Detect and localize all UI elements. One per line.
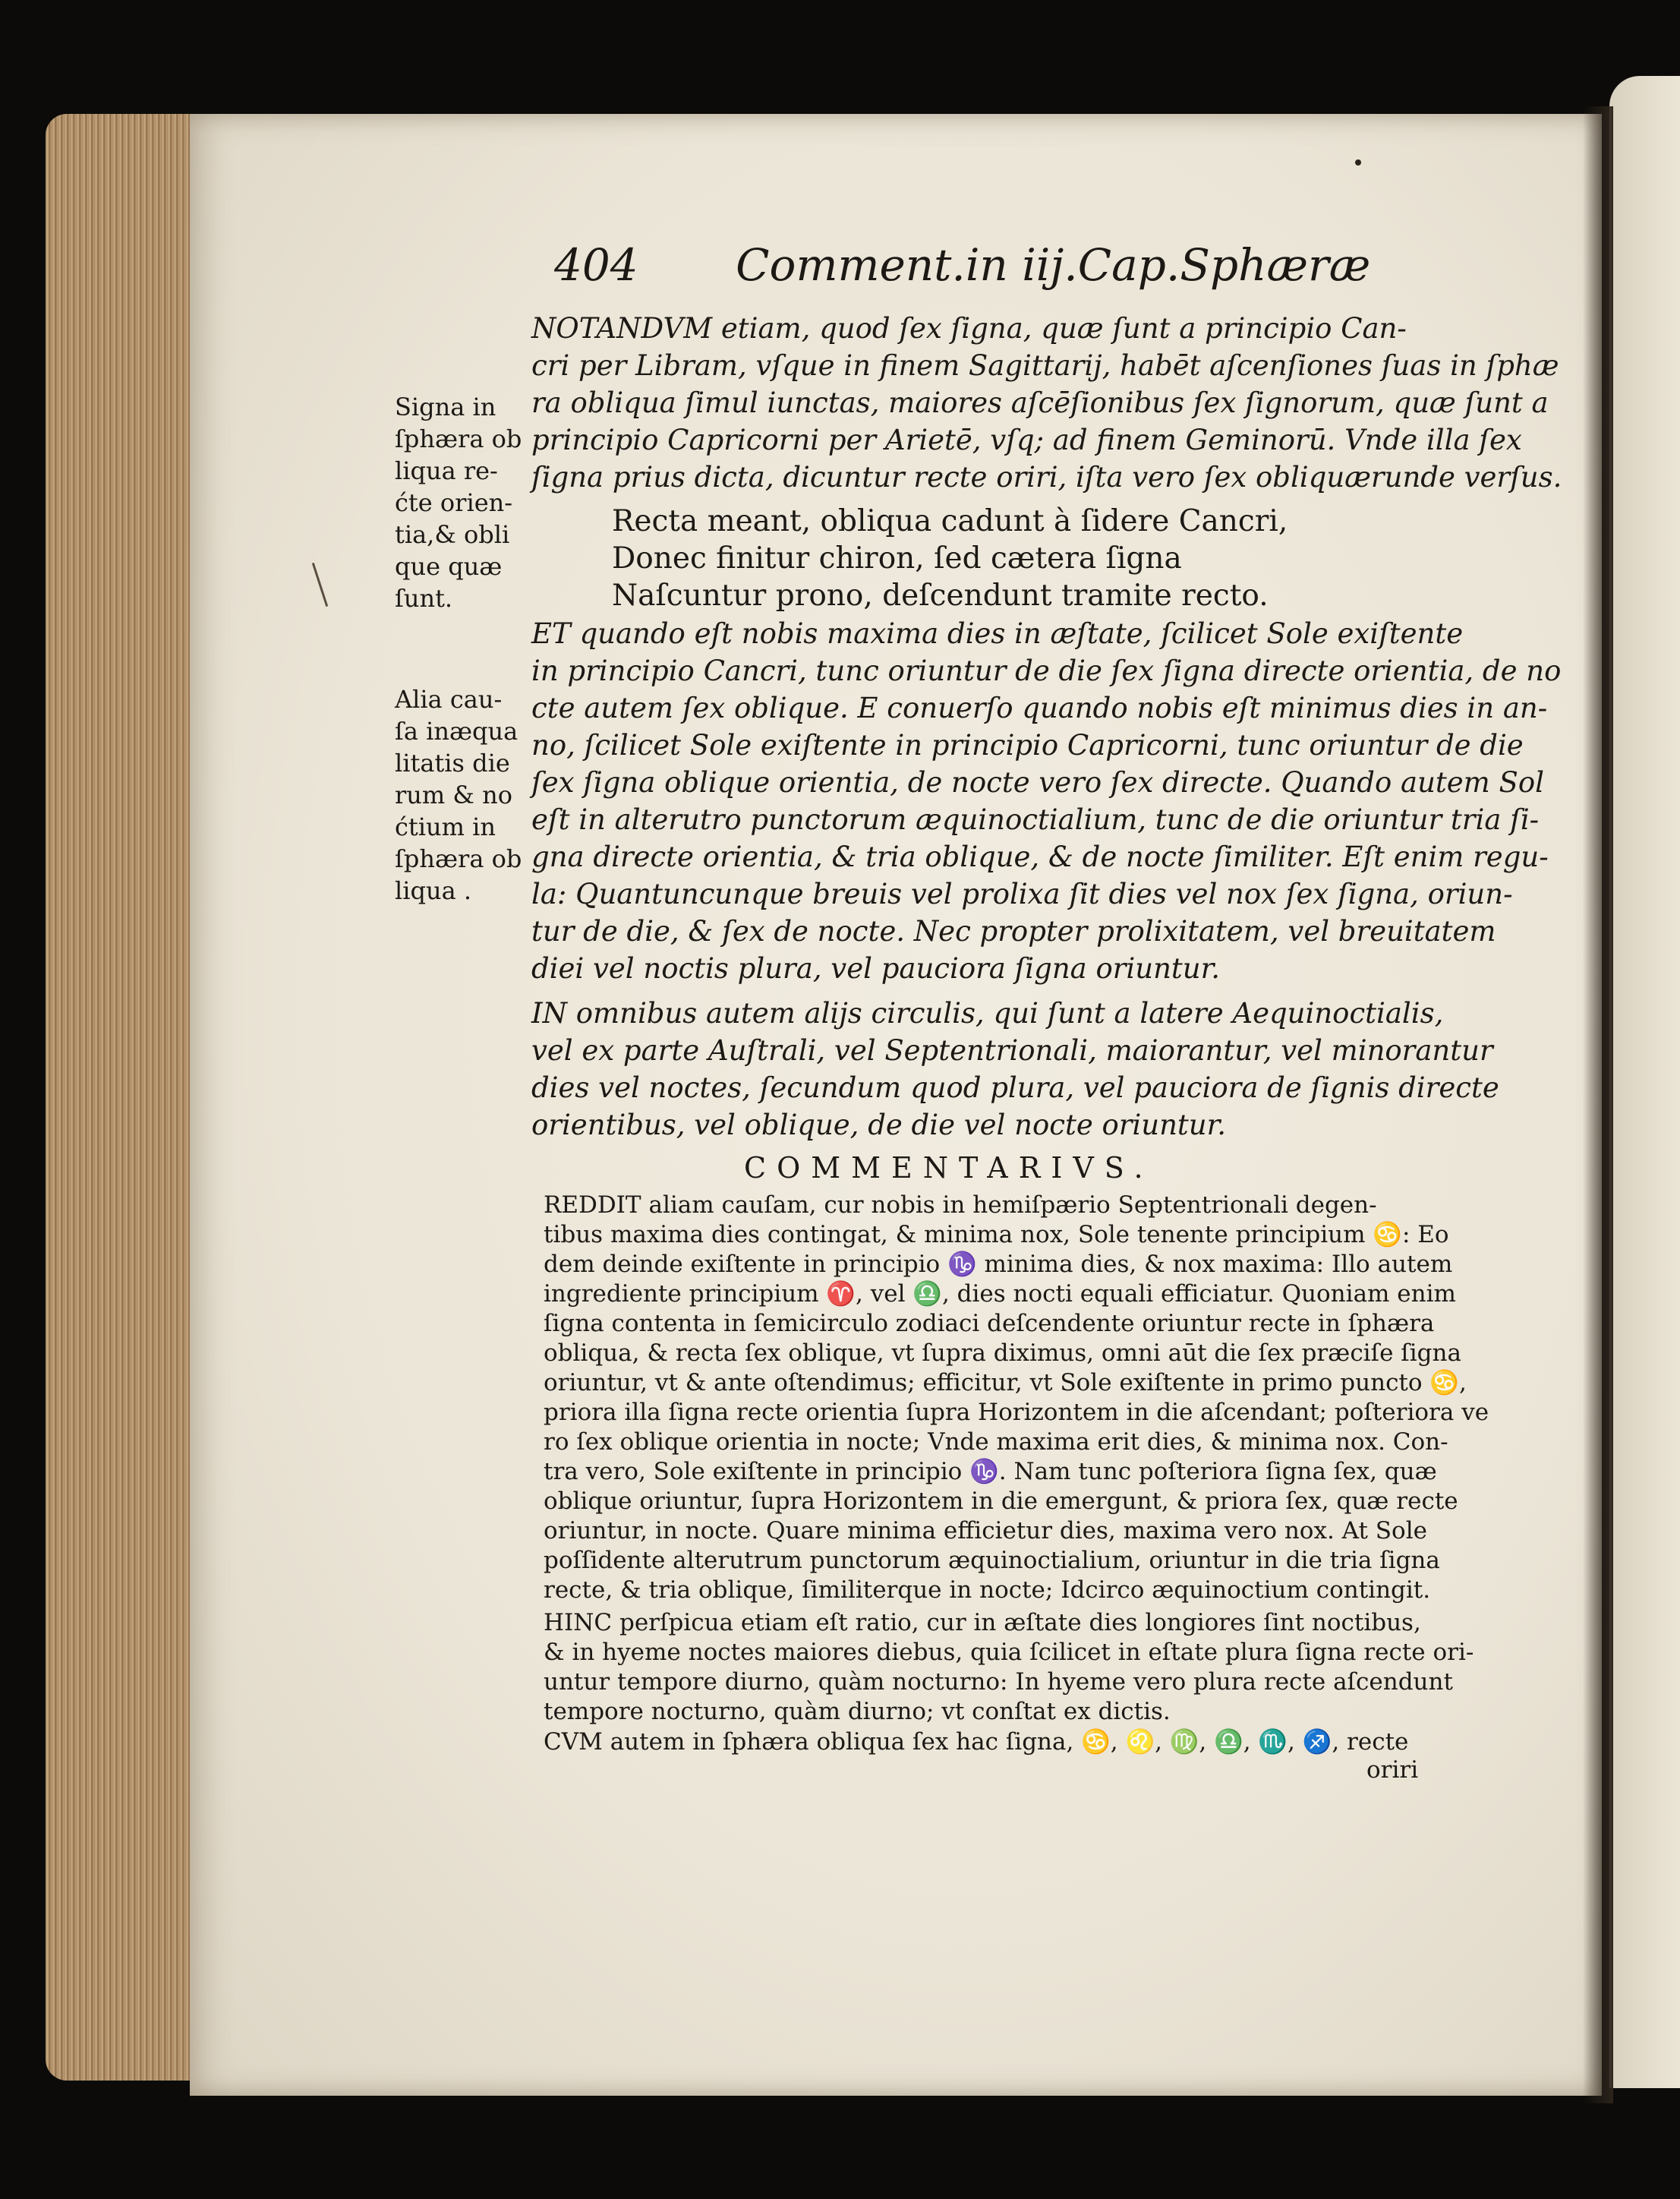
marginal-line: litatis die bbox=[395, 749, 510, 778]
commentary-paragraph bbox=[544, 1727, 1470, 1757]
commentary-heading: COMMENTARIVS. bbox=[744, 1151, 1154, 1185]
text-line: no, ſcilicet Sole exiſtente in principio Capricorni, tunc oriuntur de die bbox=[531, 729, 1524, 762]
marginal-line: tia,& obli bbox=[395, 520, 510, 549]
text-line: ſigna prius dicta, dicuntur recte oriri, iſta vero ſex obliquærunde verſus. bbox=[531, 461, 1562, 494]
text-line: dem deinde exiſtente in principio ♑ minima dies, & nox maxima: Illo autem bbox=[544, 1251, 1453, 1278]
running-head bbox=[554, 239, 1541, 291]
gutter-shadow bbox=[1583, 106, 1613, 2103]
text-paragraph bbox=[531, 310, 1562, 496]
text-line: HINC perſpicua etiam eſt ratio, cur in æſtate dies longiores ſint noctibus, bbox=[544, 1609, 1421, 1636]
verse-line: Donec finitur chiron, ſed cætera ſigna bbox=[612, 541, 1182, 576]
marginal-note bbox=[395, 391, 530, 614]
marginal-line: liqua . bbox=[395, 876, 471, 905]
marginal-line: liqua re- bbox=[395, 456, 498, 485]
text-line: cri per Libram, vſque in finem Sagittarij, habēt aſcenſiones ſuas in ſphæ bbox=[531, 349, 1559, 382]
marginal-line: ćte orien- bbox=[395, 488, 513, 517]
text-line: tra vero, Sole exiſtente in principio ♑. Nam tunc poſteriora ſigna ſex, quæ bbox=[544, 1458, 1437, 1485]
text-line: IN omnibus autem alijs circulis, qui ſunt a latere Aequinoctialis, bbox=[531, 997, 1444, 1030]
text-paragraph bbox=[531, 995, 1499, 1144]
marginal-line: ćtium in bbox=[395, 812, 496, 841]
text-line: gna directe orientia, & tria oblique, & de nocte ſimiliter. Eſt enim regu- bbox=[531, 841, 1549, 873]
verse-line: Naſcuntur prono, deſcendunt tramite recto. bbox=[612, 579, 1269, 613]
text-line: recte, & tria oblique, ſimiliterque in nocte; Idcirco æquinoctium contingit. bbox=[544, 1576, 1431, 1604]
marginal-note bbox=[395, 683, 530, 907]
verse-line: Recta meant, obliqua cadunt à ſidere Cancri, bbox=[612, 504, 1288, 538]
text-line: NOTANDVM etiam, quod ſex ſigna, quæ ſunt a principio Can- bbox=[531, 312, 1407, 345]
marginal-line: que quæ bbox=[395, 552, 503, 581]
page-edges bbox=[46, 114, 197, 2081]
text-line: diei vel noctis plura, vel pauciora ſigna oriuntur. bbox=[531, 952, 1221, 985]
marginal-line: ſunt. bbox=[395, 584, 453, 613]
text-line: eſt in alterutro punctorum æquinoctialium, tunc de die oriuntur tria ſi- bbox=[531, 803, 1540, 836]
text-line: la: Quantuncunque breuis vel prolixa ſit dies vel nox ſex ſigna, oriun- bbox=[531, 878, 1513, 910]
text-line: in principio Cancri, tunc oriuntur de die ſex ſigna directe orientia, de no bbox=[531, 655, 1562, 687]
catchword: oriri bbox=[1366, 1756, 1419, 1784]
text-line: priora illa ſigna recte orientia ſupra Horizontem in die aſcendant; poſteriora ve bbox=[544, 1399, 1489, 1426]
text-line: tur de die, & ſex de nocte. Nec propter prolixitatem, vel breuitatem bbox=[531, 915, 1496, 948]
facing-page-edge bbox=[1609, 76, 1680, 2088]
text-line: ingrediente principium ♈, vel ♎, dies nocti equali efficiatur. Quoniam enim bbox=[544, 1280, 1456, 1308]
text-line: dies vel noctes, ſecundum quod plura, vel pauciora de ſignis directe bbox=[531, 1071, 1499, 1104]
text-line: REDDIT aliam cauſam, cur nobis in hemiſpærio Septentrionali degen- bbox=[544, 1191, 1377, 1219]
page-number: 404 bbox=[554, 239, 638, 291]
running-title: Comment.in iij.Cap.Sphæræ bbox=[736, 239, 1371, 291]
marginal-line: Signa in bbox=[395, 393, 496, 421]
text-line: ſex ſigna oblique orientia, de nocte vero ſex directe. Quando autem Sol bbox=[531, 766, 1544, 799]
text-line: ſigna contenta in ſemicirculo zodiaci deſcendente oriuntur recte in ſphæra bbox=[544, 1310, 1435, 1337]
text-line: tibus maxima dies contingat, & minima nox, Sole tenente principium ♋: Eo bbox=[544, 1221, 1449, 1248]
marginal-line: rum & no bbox=[395, 781, 512, 809]
text-line: ET quando eſt nobis maxima dies in æſtate, ſcilicet Sole exiſtente bbox=[531, 617, 1464, 650]
text-line: oblique oriuntur, ſupra Horizontem in die emergunt, & priora ſex, quæ recte bbox=[544, 1488, 1458, 1515]
text-line: tempore nocturno, quàm diurno; vt conſtat ex dictis. bbox=[544, 1698, 1171, 1725]
text-line: CVM autem in ſphæra obliqua ſex hac ſigna, ♋, ♌, ♍, ♎, ♏, ♐, recte bbox=[544, 1728, 1409, 1756]
text-line: principio Capricorni per Arietē, vſq; ad finem Geminorū. Vnde illa ſex bbox=[531, 424, 1522, 456]
text-line: cte autem ſex oblique. E conuerſo quando nobis eſt minimus dies in an- bbox=[531, 692, 1548, 724]
text-line: ro ſex oblique orientia in nocte; Vnde maxima erit dies, & minima nox. Con- bbox=[544, 1428, 1448, 1456]
verse-quotation bbox=[612, 503, 1288, 614]
text-line: obliqua, & recta ſex oblique, vt ſupra diximus, omni aūt die ſex præciſe ſigna bbox=[544, 1339, 1461, 1367]
text-line: oriuntur, in nocte. Quare minima efficietur dies, maxima vero nox. At Sole bbox=[544, 1517, 1427, 1544]
commentary-paragraph bbox=[544, 1191, 1489, 1605]
marginal-line: Alia cau- bbox=[395, 685, 503, 714]
text-line: vel ex parte Auſtrali, vel Septentrionali, maiorantur, vel minorantur bbox=[531, 1034, 1493, 1067]
text-paragraph bbox=[531, 615, 1562, 987]
text-line: untur tempore diurno, quàm nocturno: In hyeme vero plura recte aſcendunt bbox=[544, 1668, 1453, 1696]
commentary-paragraph bbox=[544, 1608, 1474, 1727]
text-line: poſſidente alterutrum punctorum æquinoctialium, oriuntur in die tria ſigna bbox=[544, 1547, 1440, 1574]
marginal-line: ſphæra ob bbox=[395, 424, 522, 453]
marginal-line: ſphæra ob bbox=[395, 844, 522, 873]
ink-speck bbox=[1355, 159, 1361, 166]
marginal-line: ſa inæqua bbox=[395, 717, 518, 746]
text-line: & in hyeme noctes maiores diebus, quia ſcilicet in eſtate plura ſigna recte ori- bbox=[544, 1639, 1474, 1666]
text-line: oriuntur, vt & ante oſtendimus; efficitur, vt Sole exiſtente in primo puncto ♋, bbox=[544, 1369, 1467, 1396]
text-line: ra obliqua ſimul iunctas, maiores aſcēſionibus ſex ſignorum, quæ ſunt a bbox=[531, 386, 1549, 419]
text-line: orientibus, vel oblique, de die vel nocte oriuntur. bbox=[531, 1109, 1227, 1141]
